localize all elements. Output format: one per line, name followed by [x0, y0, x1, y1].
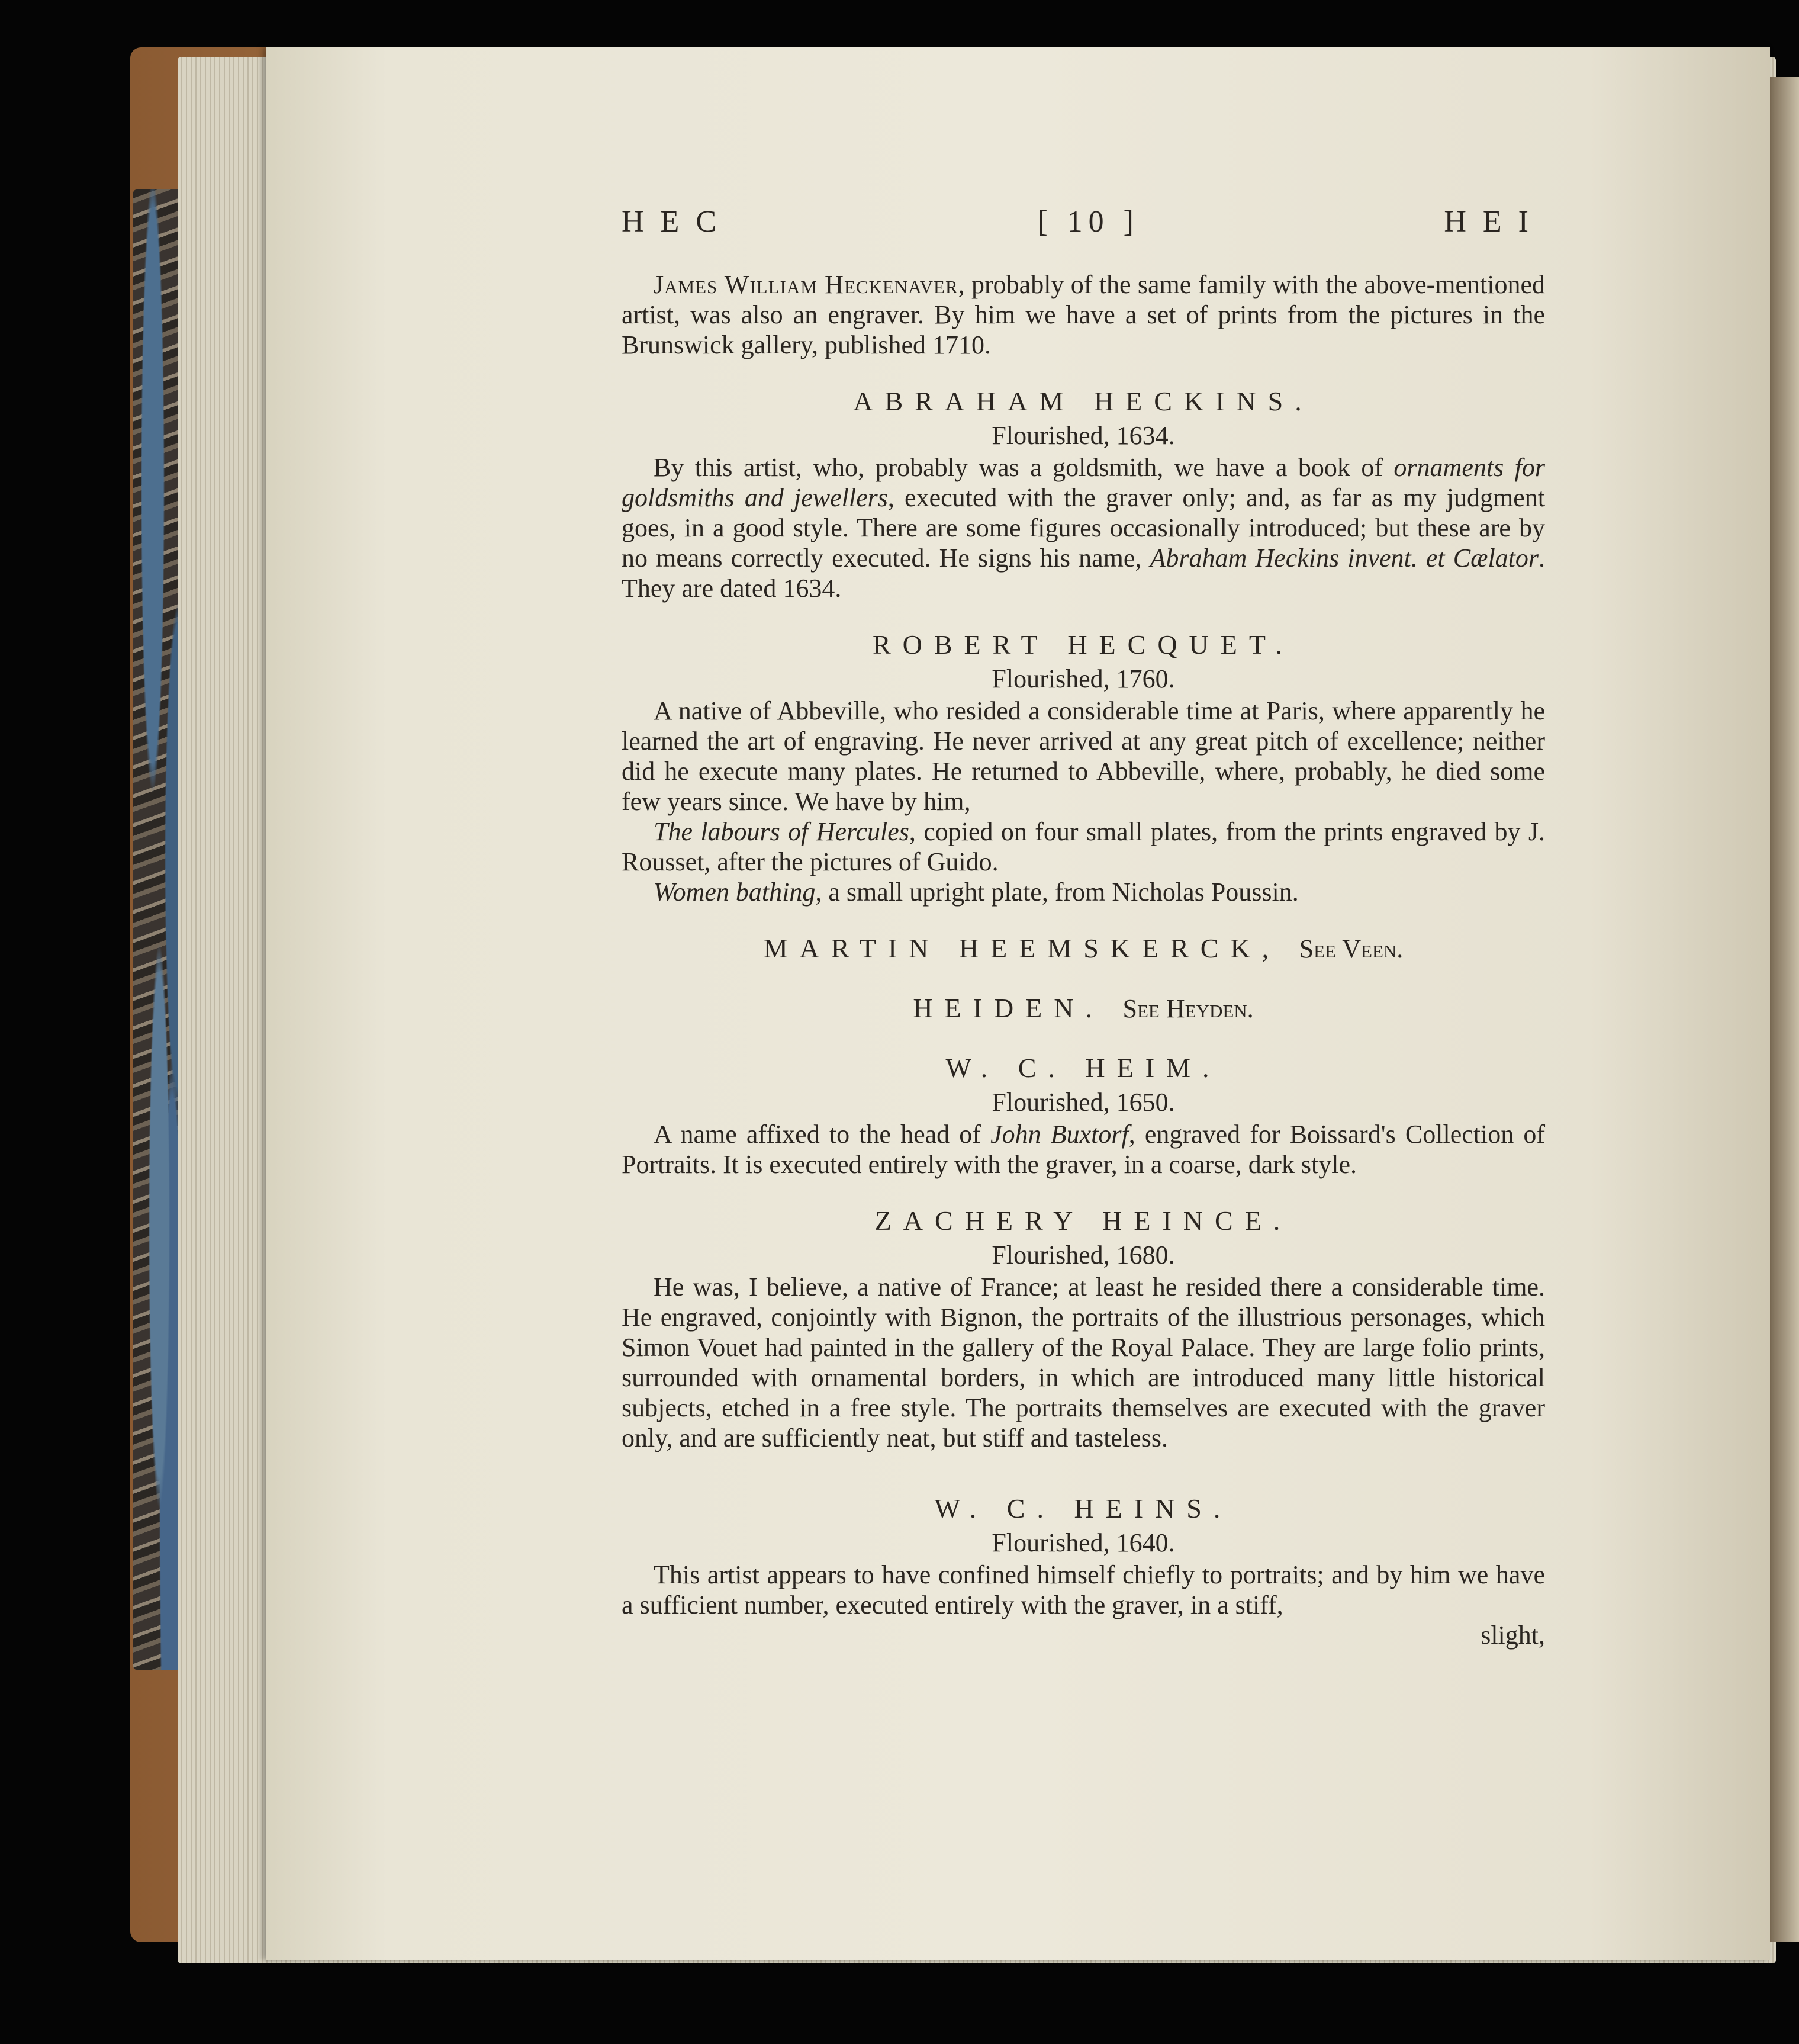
entry-heading: ABRAHAM HECKINS. — [853, 386, 1314, 416]
header-left: HEC — [622, 205, 733, 239]
work-item: Women bathing, a small upright plate, from Nicholas Poussin. — [654, 878, 1299, 907]
work-item: The labours of Hercules, copied on four small plates, from the prints engraved by J. Rousset, after the pictures of Guido. — [622, 817, 1545, 876]
entry-lead-name: James William Heckenaver — [654, 270, 958, 299]
entry-heckenaver — [622, 269, 1545, 360]
entry-heading: ROBERT HECQUET. — [872, 629, 1295, 660]
flourished-date: Flourished, 1634. — [992, 421, 1175, 450]
flourished-date: Flourished, 1640. — [992, 1528, 1175, 1557]
entry-body: , probably of the same family with the above-mentioned artist, was also an engraver. By him we have a set of prints from the pictures in the Brunswick gallery, published 1710. — [622, 270, 1545, 359]
entry-body: He was, I believe, a native of France; at least he resided there a considerable time. He engraved, conjointly with Bignon, the portraits of the illustrious personages, which Simon Vouet had painted in the gallery of the Royal Palace. They are large folio prints, surrounded with ornamental borders, in which are introduced many little historical subjects, etched in a free style. The portraits themselves are executed with the graver only, and are sufficiently neat, but stiff and tasteless. — [622, 1272, 1545, 1452]
entry-body: A name affixed to the head of John Buxtorf, engraved for Boissard's Collection of Portraits. It is executed entirely with the graver, in a coarse, dark style. — [622, 1120, 1545, 1179]
page-text — [622, 204, 1545, 1650]
flourished-date: Flourished, 1680. — [992, 1240, 1175, 1270]
cross-reference: HEIDEN. See Heyden. — [913, 993, 1254, 1023]
flourished-date: Flourished, 1650. — [992, 1088, 1175, 1117]
entry-heading: W. C. HEIM. — [945, 1053, 1221, 1083]
flourished-date: Flourished, 1760. — [992, 664, 1175, 693]
cross-reference: MARTIN HEEMSKERCK, See Veen. — [763, 933, 1404, 963]
entry-body: By this artist, who, probably was a goldsmith, we have a book of ornaments for goldsmiths and jewellers, executed with the graver only; and, as far as my judgment goes, in a good style. There are some figures occasionally introduced; but these are by no means correctly executed. He signs his name, Abraham Heckins invent. et Cælator. They are dated 1634. — [622, 453, 1546, 603]
header-right: HEI — [1444, 205, 1545, 239]
entry-heading: W. C. HEINS. — [934, 1493, 1232, 1524]
page-number: [ 10 ] — [1037, 205, 1140, 239]
entry-body: A native of Abbeville, who resided a considerable time at Paris, where apparently he learned the art of engraving. He never arrived at any great pitch of excellence; neither did he execute many plates. He returned to Abbeville, where, probably, he died some few years since. We have by him, — [622, 696, 1545, 816]
entry-body: This artist appears to have confined himself chiefly to portraits; and by him we have a sufficient number, executed entirely with the graver, in a stiff, — [622, 1560, 1545, 1619]
entry-heading: ZACHERY HEINCE. — [874, 1206, 1292, 1236]
catchword: slight, — [1481, 1621, 1545, 1650]
running-header — [622, 204, 1545, 269]
